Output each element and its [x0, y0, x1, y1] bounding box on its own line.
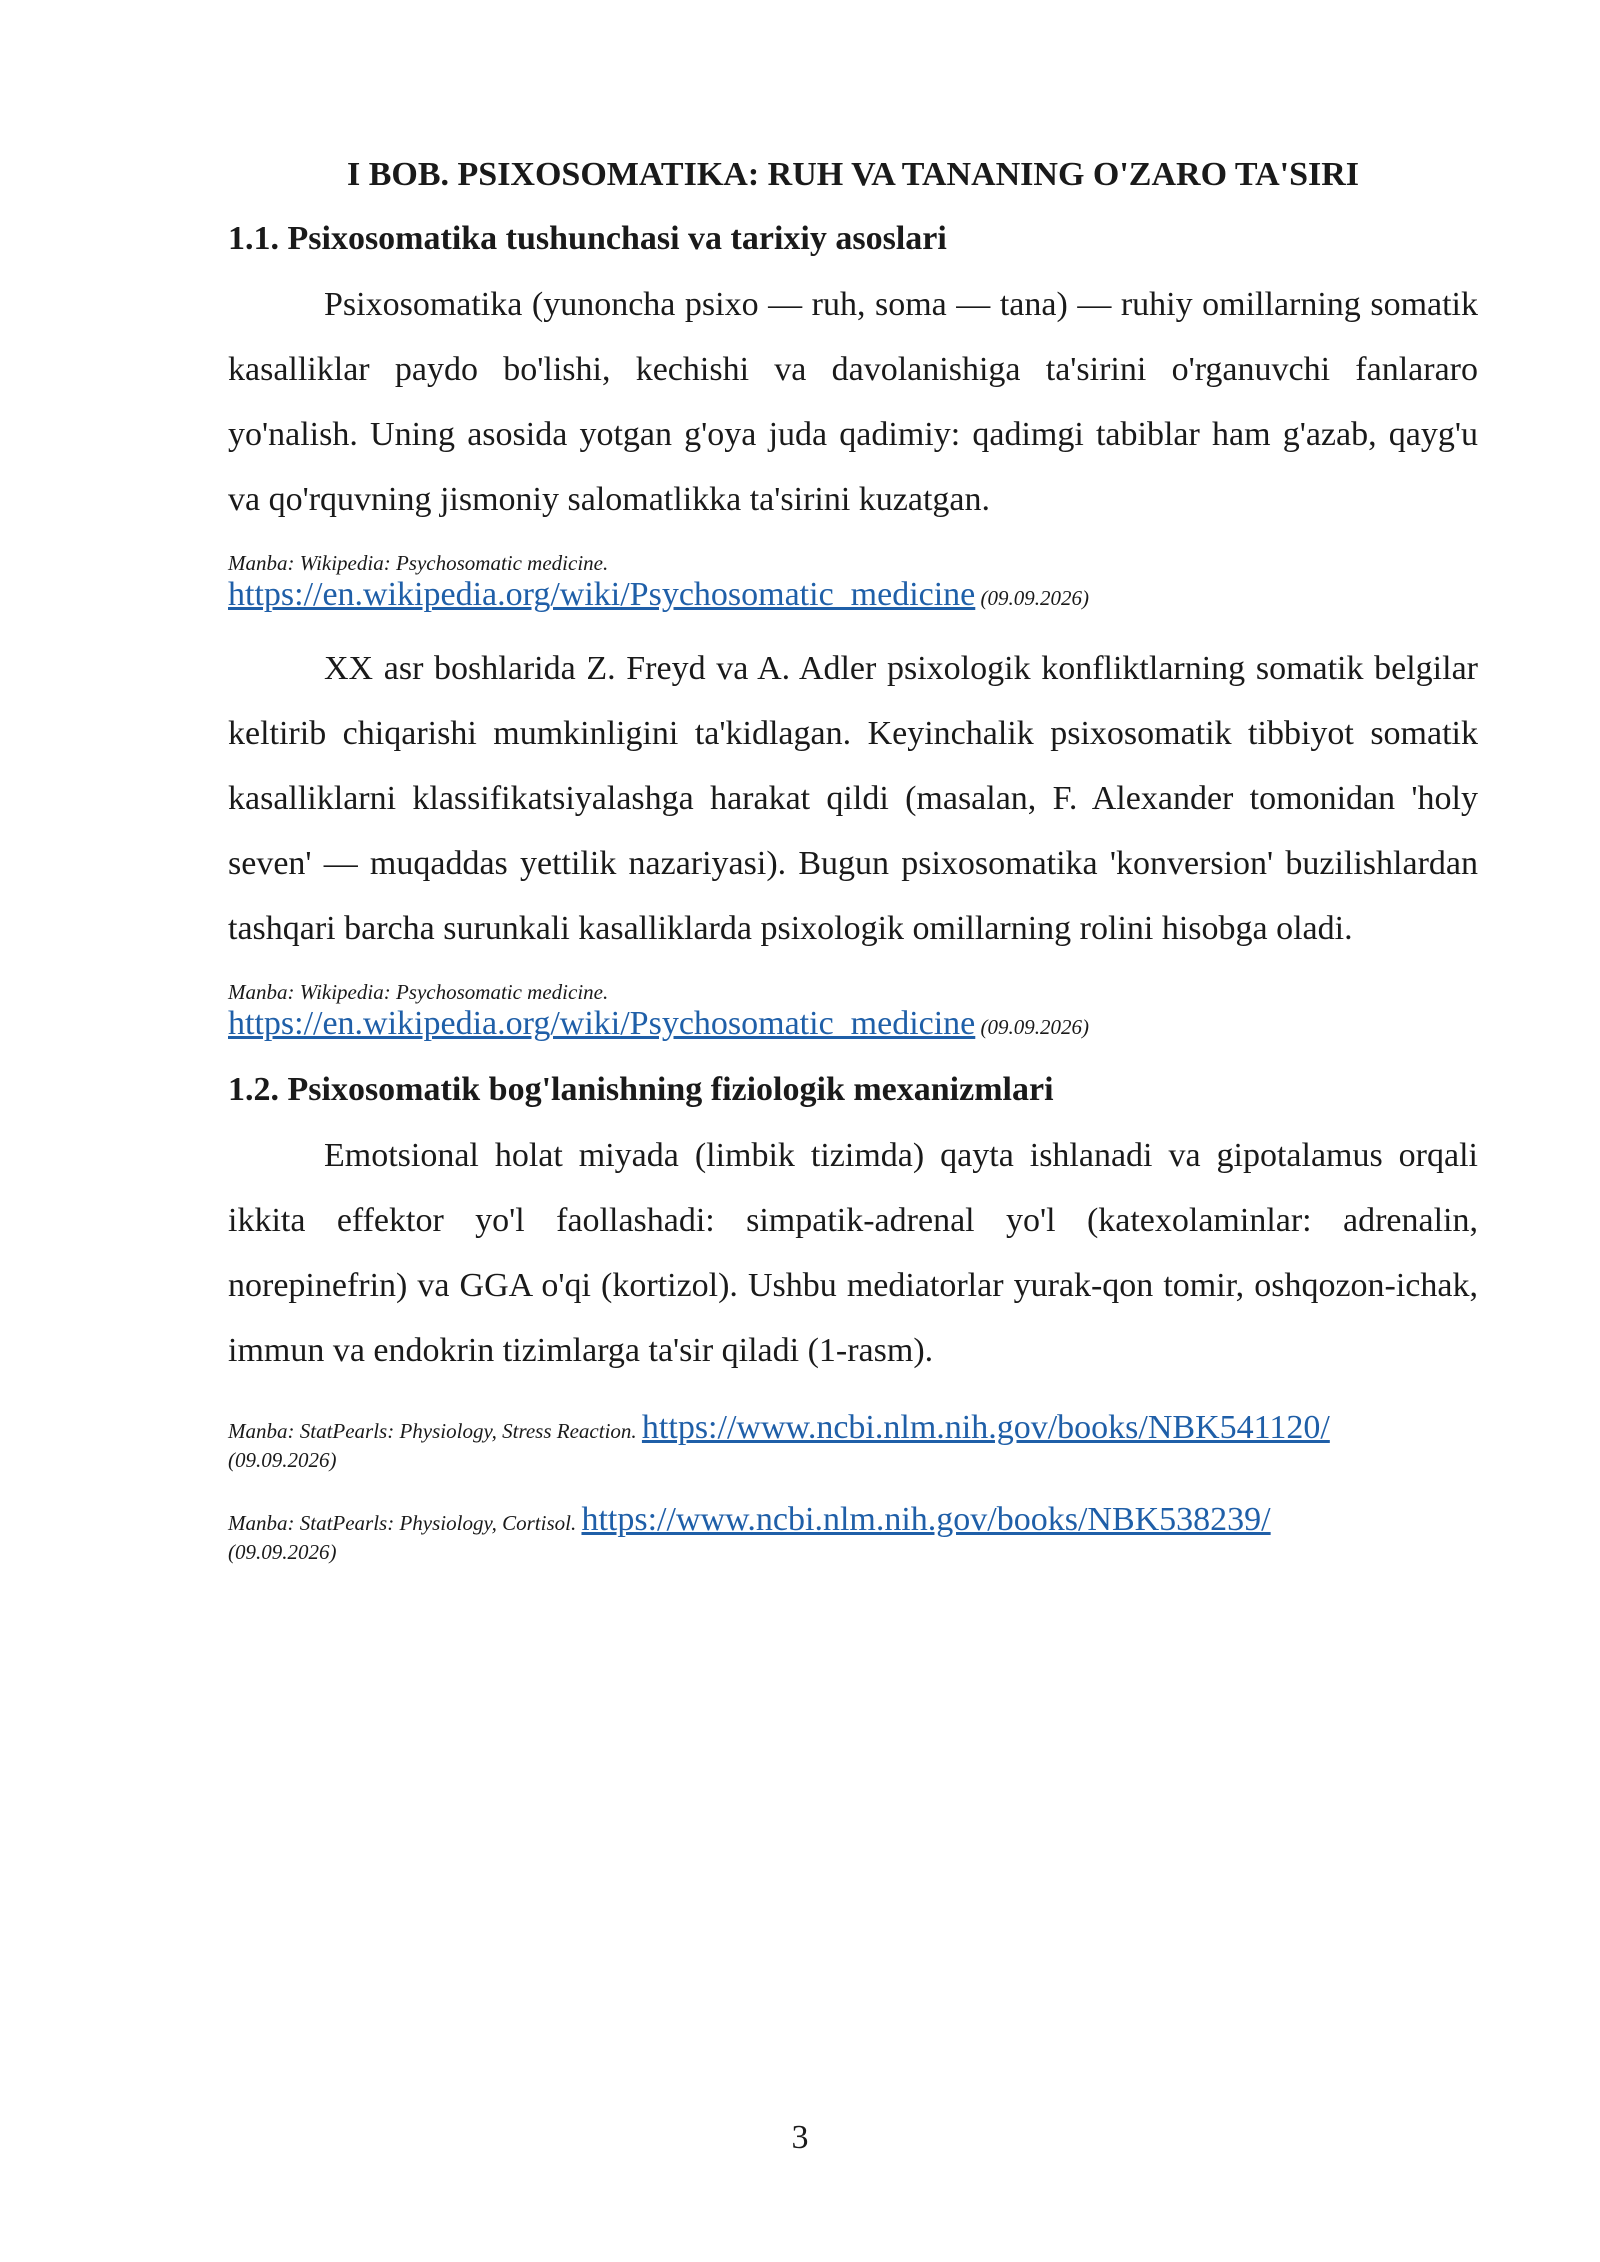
chapter-title: I BOB. PSIXOSOMATIKA: RUH VA TANANING O'ZARO TA'SIRI — [346, 156, 1359, 193]
source-link[interactable]: https://en.wikipedia.org/wiki/Psychosomatic_medicine — [228, 1005, 976, 1042]
source-label: Manba: StatPearls: Physiology, Cortisol. — [228, 1511, 577, 1535]
source-citation — [228, 1409, 1478, 1473]
section-heading: 1.1. Psixosomatika tushunchasi va tarixiy asoslari — [228, 220, 947, 257]
source-link[interactable]: https://en.wikipedia.org/wiki/Psychosomatic_medicine — [228, 576, 976, 613]
source-date: (09.09.2026) — [980, 1015, 1090, 1039]
source-citation — [228, 979, 1478, 1043]
source-link[interactable]: https://www.ncbi.nlm.nih.gov/books/NBK538239/ — [581, 1501, 1271, 1538]
page-content — [228, 150, 1478, 1593]
body-paragraph: Psixosomatika (yunoncha psixo — ruh, soma — tana) — ruhiy omillarning somatik kasalliklar paydo bo'lishi, kechishi va davolanishiga ta'sirini o'rganuvchi fanlararo yo'nalish. Uning asosida yotgan g'oya juda qadimiy: qadimgi tabiblar ham g'azab, qayg'u va qo'rquvning jismoniy salomatlikka ta'sirini kuzatgan. — [228, 286, 1478, 518]
body-paragraph: XX asr boshlarida Z. Freyd va A. Adler psixologik konfliktlarning somatik belgilar keltirib chiqarishi mumkinligini ta'kidlagan. Keyinchalik psixosomatik tibbiyot somatik kasalliklarni klassifikatsiyalashga harakat qildi (masalan, F. Alexander tomonidan 'holy seven' — muqaddas yettilik nazariyasi). Bugun psixosomatika 'konversion' buzilishlardan tashqari barcha surunkali kasalliklarda psixologik omillarning rolini hisobga oladi. — [228, 650, 1478, 947]
source-link[interactable]: https://www.ncbi.nlm.nih.gov/books/NBK541120/ — [641, 1409, 1330, 1446]
source-citation — [228, 550, 1478, 614]
source-date: (09.09.2026) — [228, 1448, 337, 1472]
source-citation — [228, 1501, 1478, 1565]
page-number: 3 — [791, 2119, 809, 2156]
source-date: (09.09.2026) — [980, 586, 1090, 610]
body-paragraph: Emotsional holat miyada (limbik tizimda) qayta ishlanadi va gipotalamus orqali ikkita effektor yo'l faollashadi: simpatik-adrenal yo'l (katexolaminlar: adrenalin, norepinefrin) va GGA o'qi (kortizol). Ushbu mediatorlar yurak-qon tomir, oshqozon-ichak, immun va endokrin tizimlarga ta'sir qiladi (1-rasm). — [228, 1137, 1478, 1369]
source-label: Manba: StatPearls: Physiology, Stress Reaction. — [228, 1419, 637, 1443]
source-label: Manba: Wikipedia: Psychosomatic medicine. — [228, 980, 609, 1004]
source-label: Manba: Wikipedia: Psychosomatic medicine. — [228, 551, 609, 575]
section-heading: 1.2. Psixosomatik bog'lanishning fiziologik mexanizmlari — [228, 1071, 1054, 1108]
source-date: (09.09.2026) — [228, 1540, 337, 1564]
